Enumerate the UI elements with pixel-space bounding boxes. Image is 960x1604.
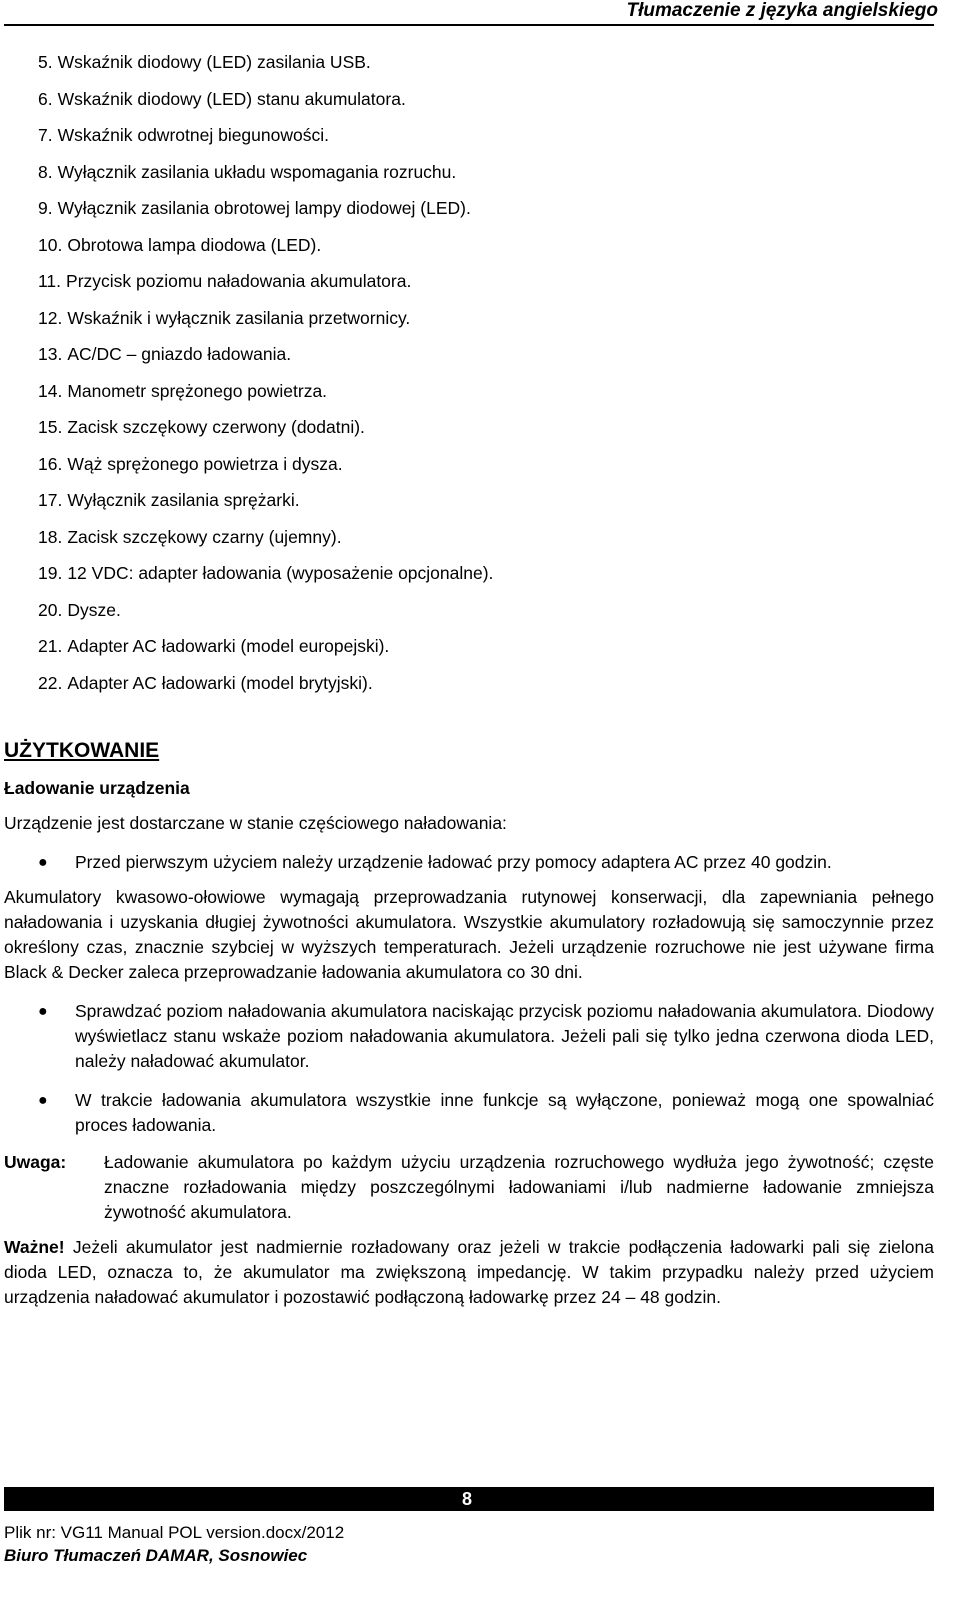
list-item [38,117,493,154]
page-header-title: Tłumaczenie z języka angielskiego [626,0,938,21]
list-item-number: 17. [38,490,63,510]
list-item-number: 9. [38,198,53,218]
list-item [38,154,493,191]
bullet-item [4,850,934,875]
maintenance-paragraph: Akumulatory kwasowo-ołowiowe wymagają przeprowadzania rutynowej konserwacji, dla zapewniania pełnego naładowania i uzyskania długiej żywotności akumulatora. Wszystkie akumulatory rozładowują się samoczynnie przez określony czas, znacznie szybciej w wyższych temperaturach. Jeżeli urządzenie rozruchowe nie jest używane firma Black & Decker zaleca przeprowadzanie ładowania akumulatora co 30 dni. [4,887,934,982]
list-item-number: 18. [38,526,63,547]
section-subtitle: Ładowanie urządzenia [4,778,190,798]
list-item [38,227,493,264]
list-item-text: Wskaźnik i wyłącznik zasilania przetwornicy. [67,307,411,328]
list-item-text: AC/DC – gniazdo ładowania. [67,344,292,364]
list-item [38,519,493,556]
list-item-text: Wskaźnik odwrotnej biegunowości. [57,125,329,145]
usage-section [4,736,934,1310]
list-item [38,373,493,410]
list-item-text: Przycisk poziomu naładowania akumulatora. [66,271,412,291]
important-label: Ważne! [4,1237,65,1257]
list-item [38,482,493,519]
bullet-text: Przed pierwszym użyciem należy urządzenie ładować przy pomocy adaptera AC przez 40 godzin. [75,852,832,872]
list-item-number: 13. [38,344,63,364]
list-item [38,555,493,592]
footer-company: Biuro Tłumaczeń DAMAR, Sosnowiec [4,1546,308,1565]
list-item [38,300,493,337]
section-title: UŻYTKOWANIE [4,739,160,762]
intro-paragraph: Urządzenie jest dostarczane w stanie częściowego naładowania: [4,813,507,833]
parts-list [38,44,493,701]
list-item [38,336,493,373]
list-item-text: Obrotowa lampa diodowa (LED). [67,234,322,255]
list-item-text: Zacisk szczękowy czerwony (dodatni). [67,417,365,437]
list-item-text: Dysze. [67,599,121,620]
list-item-text: Wskaźnik diodowy (LED) stanu akumulatora. [57,88,406,109]
list-item-number: 5. [38,52,53,72]
list-item-text: Wyłącznik zasilania obrotowej lampy diodowej (LED). [57,198,471,218]
list-item-number: 8. [38,161,53,182]
list-item-text: Manometr sprężonego powietrza. [67,380,328,401]
note-label: Uwaga: [4,1152,67,1172]
note-text: Ładowanie akumulatora po każdym użyciu urządzenia rozruchowego wydłuża jego żywotność; częste znaczne rozładowania między poszczególnymi ładowaniami i/lub nadmierne ładowanie zmniejsza żywotność akumulatora. [104,1152,934,1222]
bullet-item [4,1088,934,1138]
list-item-number: 7. [38,125,53,145]
list-item-text: Adapter AC ładowarki (model europejski). [67,636,390,656]
footer-file-info: Plik nr: VG11 Manual POL version.docx/2012 [4,1523,345,1542]
list-item-number: 19. [38,563,63,583]
list-item-number: 12. [38,307,63,328]
list-item-text: Wyłącznik zasilania układu wspomagania rozruchu. [57,161,457,182]
list-item-number: 21. [38,636,63,656]
list-item-text: Zacisk szczękowy czarny (ujemny). [67,526,342,547]
header-divider [4,24,934,26]
important-paragraph [4,1235,934,1310]
list-item [38,446,493,483]
list-item [38,592,493,629]
list-item [38,81,493,118]
bullet-item [4,999,934,1074]
list-item-text: Wyłącznik zasilania sprężarki. [67,490,300,510]
list-item-number: 14. [38,380,63,401]
list-item [38,665,493,702]
bullet-text: Sprawdzać poziom naładowania akumulatora naciskając przycisk poziomu naładowania akumulatora. Diodowy wyświetlacz stanu wskaże poziom naładowania akumulatora. Jeżeli pali się tylko jedna czerwona dioda LED, należy naładować akumulator. [75,1001,934,1071]
list-item-text: Adapter AC ładowarki (model brytyjski). [67,672,373,693]
list-item [38,409,493,446]
list-item [38,263,493,300]
list-item [38,628,493,665]
list-item [38,190,493,227]
page-number: 8 [461,1489,472,1509]
list-item-number: 10. [38,234,63,255]
bullet-text: W trakcie ładowania akumulatora wszystkie inne funkcje są wyłączone, ponieważ mogą one spowalniać proces ładowania. [75,1090,934,1135]
list-item-text: 12 VDC: adapter ładowania (wyposażenie opcjonalne). [67,563,494,583]
list-item-number: 22. [38,672,63,693]
list-item-text: Wąż sprężonego powietrza i dysza. [67,453,343,474]
list-item-number: 20. [38,599,63,620]
bullet-icon: ● [38,1092,48,1109]
list-item-number: 15. [38,417,63,437]
list-item-number: 16. [38,453,63,474]
important-text: Jeżeli akumulator jest nadmiernie rozładowany oraz jeżeli w trakcie podłączenia ładowarki pali się zielona dioda LED, oznacza to, że akumulator ma zwiększoną impedancję. W takim przypadku należy przed użyciem urządzenia naładować akumulator i pozostawić podłączoną ładowarkę przez 24 – 48 godzin. [4,1237,934,1307]
list-item-text: Wskaźnik diodowy (LED) zasilania USB. [57,52,371,72]
bullet-icon: ● [38,854,48,871]
list-item [38,44,493,81]
list-item-number: 6. [38,88,53,109]
note-block [4,1150,934,1225]
bullet-icon: ● [38,1003,48,1020]
list-item-number: 11. [38,271,62,291]
